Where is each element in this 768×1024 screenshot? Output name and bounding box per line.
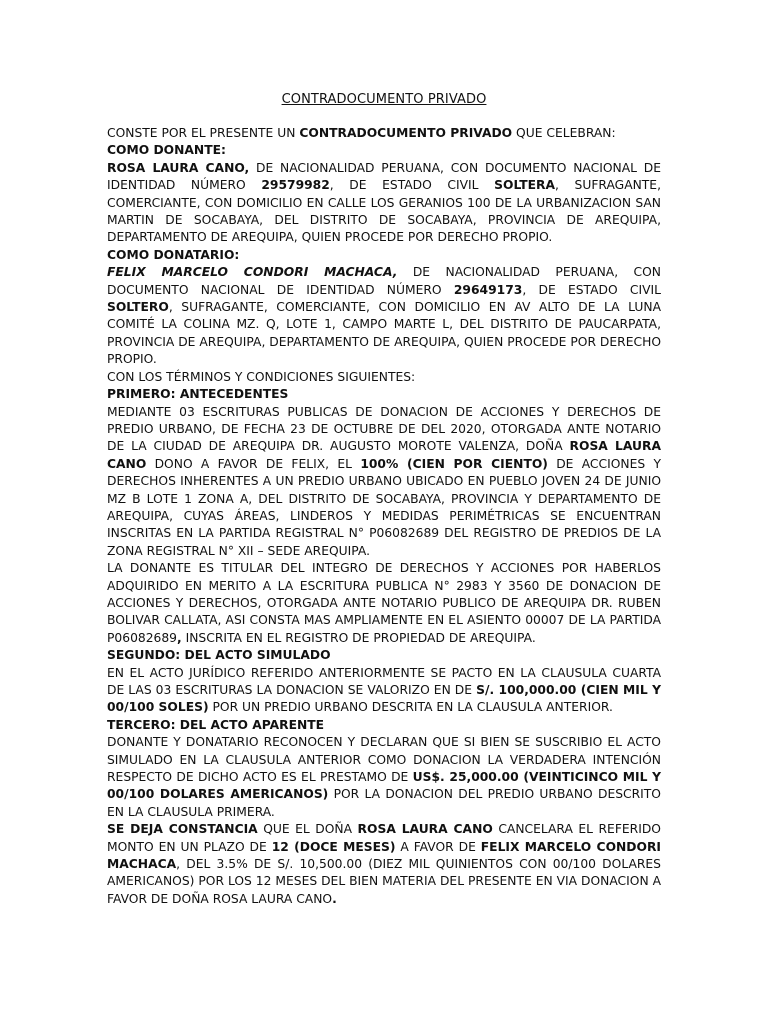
donatario-name	[107, 265, 397, 279]
donante-text-3: , SUFRAGANTE, COMERCIANTE, CON DOMICILIO EN CALLE LOS GERANIOS 100 DE LA URBANIZACION SAN MARTIN DE SOCABAYA, DEL DISTRITO DE SOCABAYA, PROVINCIA DE AREQUIPA, DEPARTAMENTO DE AREQUIPA, QUIEN PROCEDE POR DERECHO PROPIO.	[107, 178, 661, 245]
tercero-text-2: POR LA DONACION DEL PREDIO URBANO DESCRITO EN LA CLAUSULA PRIMERA.	[107, 787, 661, 819]
document-title: CONTRADOCUMENTO PRIVADO	[281, 92, 487, 107]
segundo-paragraph	[107, 665, 661, 717]
tercero-text-1: DONANTE Y DONATARIO RECONOCEN Y DECLARAN QUE SI BIEN SE SUSCRIBIO EL ACTO SIMULADO EN LA CLAUSULA ANTERIOR COMO DONACION LA VERDADERA INTENCIÓN RESPECTO DE DICHO ACTO ES EL PRESTAMO DE	[107, 735, 661, 785]
primero2-text-2: INSCRITA EN EL REGISTRO DE PROPIEDAD DE AREQUIPA.	[181, 630, 536, 645]
donatario-dni: 29649173	[453, 282, 523, 297]
primero1-bold-2: 100% (CIEN POR CIENTO)	[360, 456, 548, 471]
primero1-text-1: MEDIANTE 03 ESCRITURAS PUBLICAS DE DONACION DE ACCIONES Y DERECHOS DE PREDIO URBANO, DE FECHA 23 DE OCTUBRE DE DEL 2020, OTORGADA ANTE NOTARIO DE LA CIUDAD DE AREQUIPA DR. AUGUSTO MOROTE VALENZA, DOÑA	[107, 404, 661, 454]
tercero-bold-1: US$. 25,000.00 (VEINTICINCO MIL Y 00/100 DOLARES AMERICANOS)	[107, 770, 661, 802]
intro-text-1: CONSTE POR EL PRESENTE UN	[107, 126, 300, 140]
intro-text-2: QUE CELEBRAN:	[512, 126, 616, 140]
primero-paragraph-2	[107, 560, 661, 647]
primero2-text-1: LA DONANTE ES TITULAR DEL INTEGRO DE DERECHOS Y ACCIONES POR HABERLOS ADQUIRIDO EN MERITO A LA ESCRITURA PUBLICA N° 2983 Y 3560 DE DONACION DE ACCIONES Y DERECHOS, OTORGADA ANTE NOTARIO PUBLICO DE AREQUIPA DR. RUBEN BOLIVAR CALLATA, ASI CONSTA MAS AMPLIAMENTE EN EL ASIENTO 00007 DE LA PARTIDA P06082689	[107, 561, 661, 645]
intro-bold-1: CONTRADOCUMENTO PRIVADO	[299, 126, 513, 140]
donatario-text-1: DE NACIONALIDAD PERUANA, CON DOCUMENTO NACIONAL DE IDENTIDAD NÚMERO	[107, 265, 661, 297]
primero1-bold-1: ROSA LAURA CANO	[107, 439, 661, 471]
primero2-bold-1: ,	[177, 630, 182, 645]
constancia-bold-4: FELIX MARCELO CONDORI MACHACA	[107, 839, 662, 872]
donante-text-2: , DE ESTADO CIVIL	[329, 178, 495, 193]
donatario-paragraph	[107, 264, 661, 368]
segundo-bold-1: S/. 100,000.00 (CIEN MIL Y 00/100 SOLES)	[107, 683, 662, 715]
donatario-text-2: , DE ESTADO CIVIL	[522, 282, 662, 297]
donante-estado: SOLTERA	[494, 178, 556, 193]
constancia-text-2: CANCELARA EL REFERIDO MONTO EN UN PLAZO DE	[107, 822, 661, 854]
heading-donatario: COMO DONATARIO:	[107, 247, 240, 262]
constancia-bold-2: ROSA LAURA CANO	[357, 822, 493, 837]
donatario-text-3: , SUFRAGANTE, COMERCIANTE, CON DOMICILIO EN AV ALTO DE LA LUNA COMITÉ LA COLINA MZ. Q, LOTE 1, CAMPO MARTE L, DEL DISTRITO DE PAUCARPATA, PROVINCIA DE AREQUIPA, DEPARTAMENTO DE AREQUIPA, QUIEN PROCEDE POR DERECHO PROPIO.	[107, 300, 661, 367]
donatario-name-text: FELIX MARCELO CONDORI MACHACA,	[107, 265, 398, 280]
heading-donante: COMO DONANTE:	[107, 143, 226, 158]
constancia-bold-3: 12 (DOCE MESES)	[271, 839, 396, 854]
donatario-estado: SOLTERO	[107, 300, 169, 315]
heading-segundo: SEGUNDO: DEL ACTO SIMULADO	[107, 648, 331, 663]
constancia-bold-1: SE DEJA CONSTANCIA	[107, 822, 258, 837]
terms-line: CON LOS TÉRMINOS Y CONDICIONES SIGUIENTES:	[107, 369, 416, 384]
donante-text-1: DE NACIONALIDAD PERUANA, CON DOCUMENTO NACIONAL DE IDENTIDAD NÚMERO	[107, 160, 661, 193]
donante-name: ROSA LAURA CANO,	[107, 160, 250, 175]
constancia-text-4: , DEL 3.5% DE S/. 10,500.00 (DIEZ MIL QUINIENTOS CON 00/100 DOLARES AMERICANOS) POR LOS 12 MESES DEL BIEN MATERIA DEL PRESENTE EN VIA DONACION A FAVOR DE DOÑA ROSA LAURA CANO	[107, 857, 661, 906]
donante-dni: 29579982	[261, 178, 330, 193]
constancia-text-1: QUE EL DOÑA	[257, 822, 358, 837]
constancia-bold-5: .	[332, 891, 337, 906]
primero1-text-3: DE ACCIONES Y DERECHOS INHERENTES A UN PREDIO URBANO UBICADO EN PUEBLO JOVEN 24 DE JUNIO MZ B LOTE 1 ZONA A, DEL DISTRITO DE SOCABAYA, PROVINCIA Y DEPARTAMENTO DE AREQUIPA, CUYAS ÁREAS, LINDEROS Y MEDIDAS PERIMÉTRICAS SE ENCUENTRAN INSCRITAS EN LA PARTIDA REGISTRAL N° P06082689 DEL REGISTRO DE PREDIOS DE LA ZONA REGISTRAL N° XII – SEDE AREQUIPA.	[107, 456, 661, 558]
tercero-paragraph	[107, 734, 661, 821]
constancia-paragraph	[107, 821, 661, 908]
donante-paragraph	[107, 160, 661, 247]
heading-primero: PRIMERO: ANTECEDENTES	[107, 387, 289, 402]
segundo-text-1: EN EL ACTO JURÍDICO REFERIDO ANTERIORMENTE SE PACTO EN LA CLAUSULA CUARTA DE LAS 03 ESCRITURAS LA DONACION SE VALORIZO EN DE	[107, 665, 661, 697]
constancia-text-3: A FAVOR DE	[395, 839, 481, 854]
primero-paragraph-1	[107, 404, 661, 561]
heading-tercero: TERCERO: DEL ACTO APARENTE	[107, 717, 325, 732]
intro-paragraph	[107, 125, 661, 142]
primero1-text-2: DONO A FAVOR DE FELIX, EL	[146, 456, 361, 471]
segundo-text-2: POR UN PREDIO URBANO DESCRITA EN LA CLAUSULA ANTERIOR.	[208, 700, 613, 715]
